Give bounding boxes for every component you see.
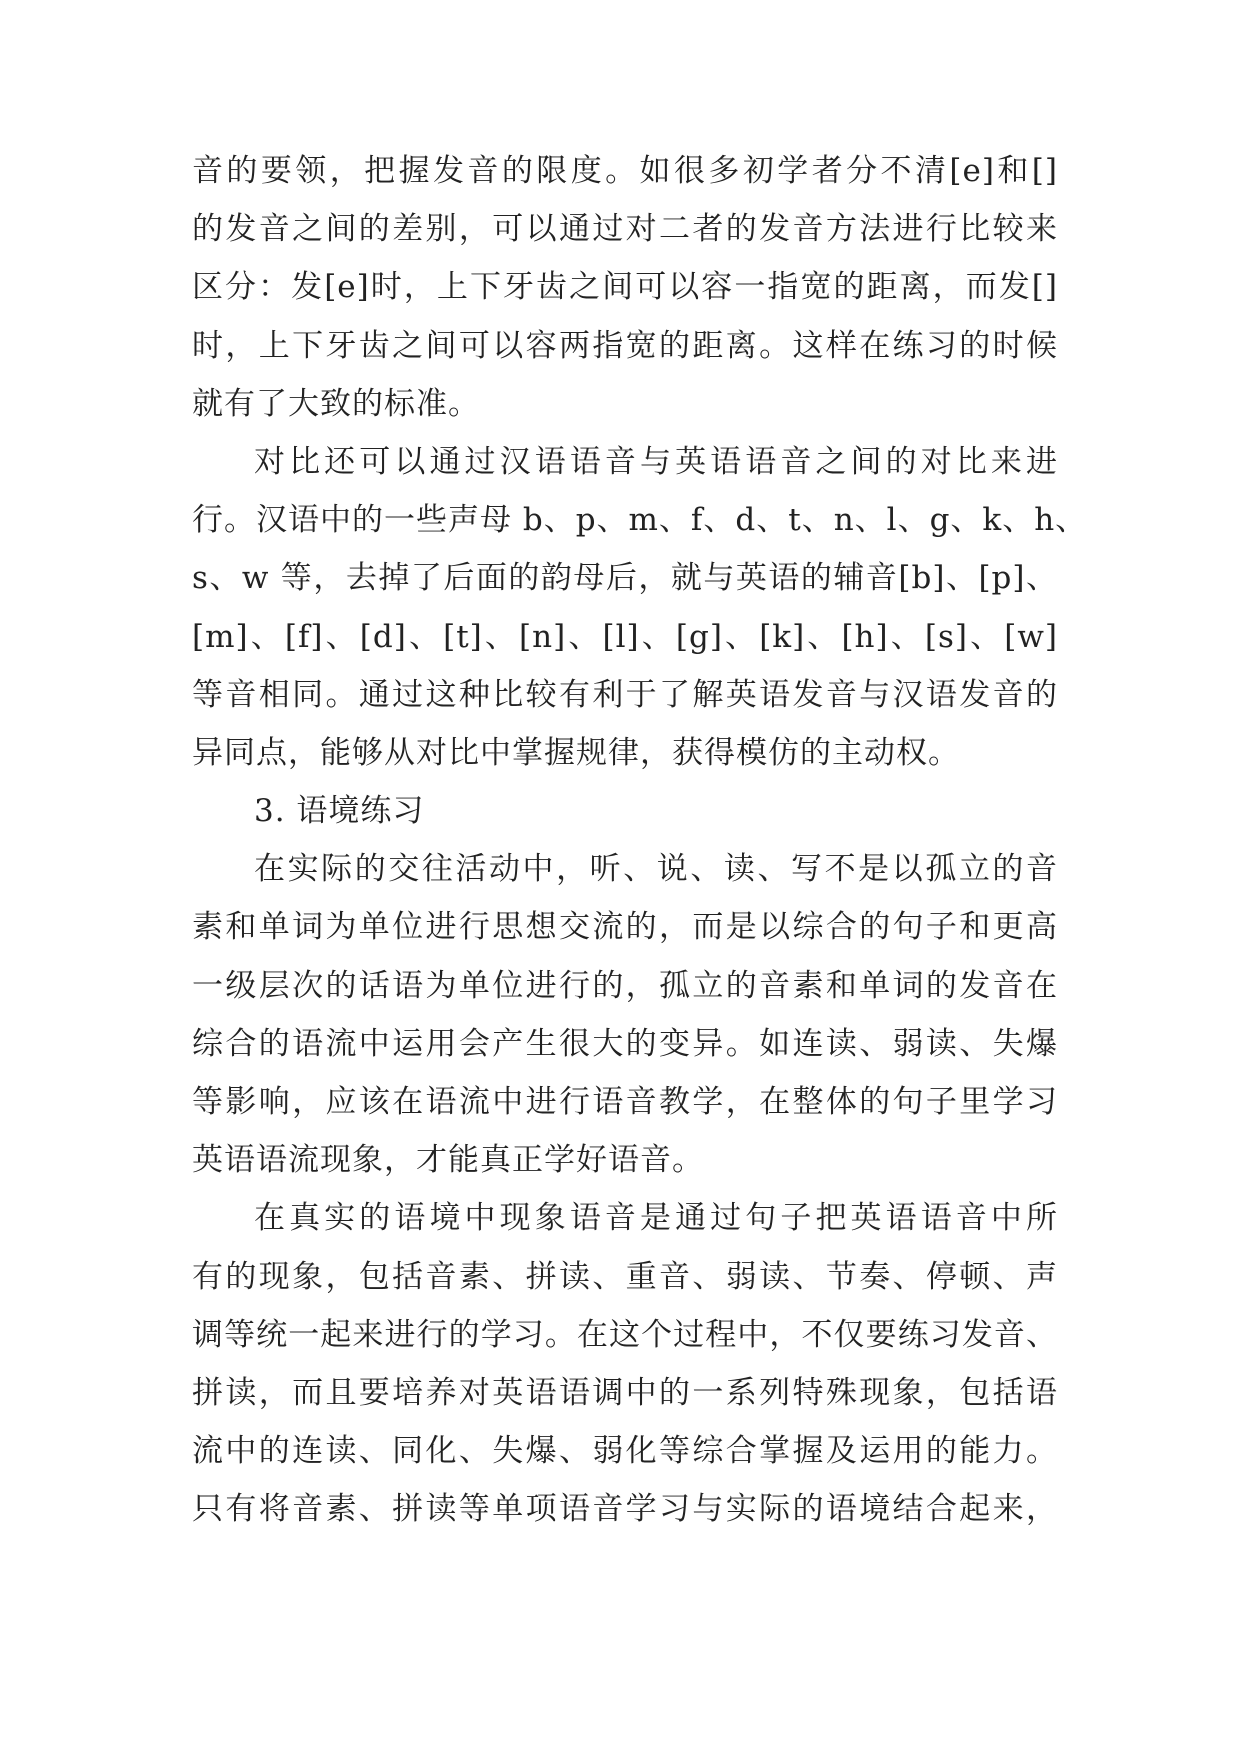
text-line: 有的现象，包括音素、拼读、重音、弱读、节奏、停顿、声 (192, 1258, 1058, 1295)
text-line: 在真实的语境中现象语音是通过句子把英语语音中所 (254, 1200, 1058, 1237)
text-line: 拼读，而且要培养对英语语调中的一系列特殊现象，包括语 (192, 1374, 1058, 1411)
text-line: 等影响，应该在语流中进行语音教学，在整体的句子里学习 (192, 1084, 1058, 1120)
text-line: s、w 等，去掉了后面的韵母后，就与英语的辅音[b]、[p]、 (192, 560, 1058, 597)
body-text (192, 142, 1088, 1539)
text-line: 调等统一起来进行的学习。在这个过程中，不仅要练习发音、 (192, 1316, 1058, 1353)
text-line: 在实际的交往活动中，听、说、读、写不是以孤立的音 (254, 851, 1058, 888)
text-line: 音的要领，把握发音的限度。如很多初学者分不清[e]和[] (192, 153, 1058, 189)
text-line: 的发音之间的差别，可以通过对二者的发音方法进行比较来 (192, 211, 1058, 248)
text-line: 只有将音素、拼读等单项语音学习与实际的语境结合起来， (192, 1491, 1058, 1528)
text-line: 综合的语流中运用会产生很大的变异。如连读、弱读、失爆 (192, 1025, 1058, 1062)
text-line: 行。汉语中的一些声母 b、p、m、f、d、t、n、l、g、k、h、 (192, 502, 1088, 539)
text-line: 时，上下牙齿之间可以容两指宽的距离。这样在练习的时候 (192, 327, 1058, 364)
text-line: 等音相同。通过这种比较有利于了解英语发音与汉语发音的 (192, 676, 1058, 713)
text-line: 区分：发[e]时，上下牙齿之间可以容一指宽的距离，而发[] (192, 269, 1058, 306)
text-line: [m]、[f]、[d]、[t]、[n]、[l]、[g]、[k]、[h]、[s]、[w] (192, 618, 1058, 655)
text-line: 英语语流现象，才能真正学好语音。 (192, 1142, 704, 1179)
text-line: 流中的连读、同化、失爆、弱化等综合掌握及运用的能力。 (192, 1433, 1058, 1470)
text-line: 素和单词为单位进行思想交流的，而是以综合的句子和更高 (192, 909, 1058, 946)
text-line: 异同点，能够从对比中掌握规律，获得模仿的主动权。 (192, 734, 960, 771)
text-line: 就有了大致的标准。 (192, 385, 480, 422)
text-line: 3. 语境练习 (254, 793, 425, 830)
text-line: 一级层次的话语为单位进行的，孤立的音素和单词的发音在 (192, 967, 1058, 1004)
text-line: 对比还可以通过汉语语音与英语语音之间的对比来进 (254, 443, 1058, 480)
